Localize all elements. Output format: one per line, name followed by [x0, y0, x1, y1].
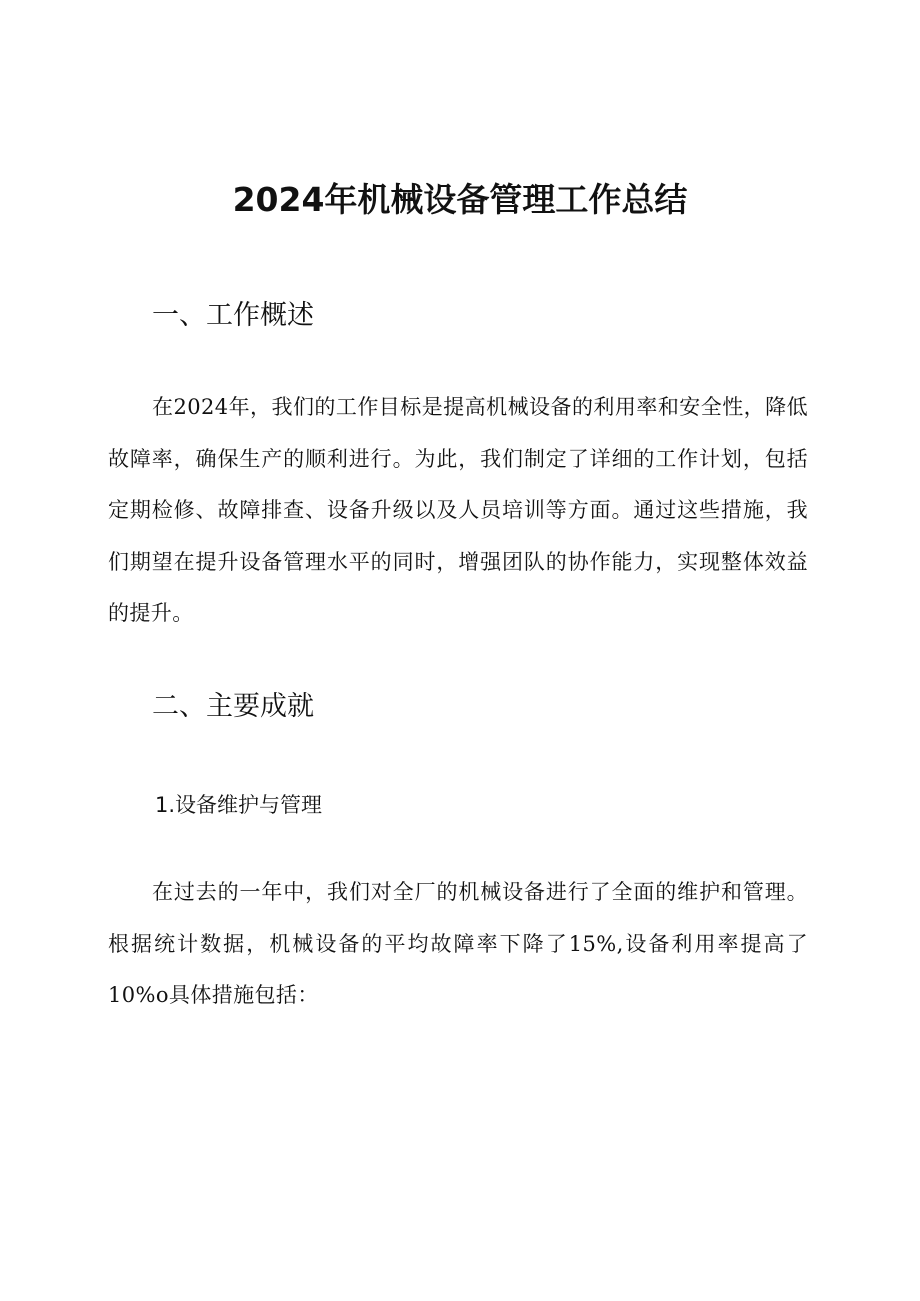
subsection-heading-maintenance: 1.设备维护与管理 — [155, 793, 323, 817]
section-heading-overview: 一、工作概述 — [152, 300, 314, 331]
overview-paragraph: 在2024年，我们的工作目标是提高机械设备的利用率和安全性，降低故障率，确保生产的顺利进行。为此，我们制定了详细的工作计划，包括定期检修、故障排查、设备升级以及人员培训等方面。通过这些措施，我们期望在提升设备管理水平的同时，增强团队的协作能力，实现整体效益的提升。 — [108, 395, 808, 625]
section-heading-achievements: 二、主要成就 — [152, 691, 314, 722]
document-title: 2024年机械设备管理工作总结 — [232, 180, 688, 219]
maintenance-paragraph: 在过去的一年中，我们对全厂的机械设备进行了全面的维护和管理。根据统计数据，机械设备的平均故障率下降了15%,设备利用率提高了10%o具体措施包括： — [108, 880, 808, 1007]
